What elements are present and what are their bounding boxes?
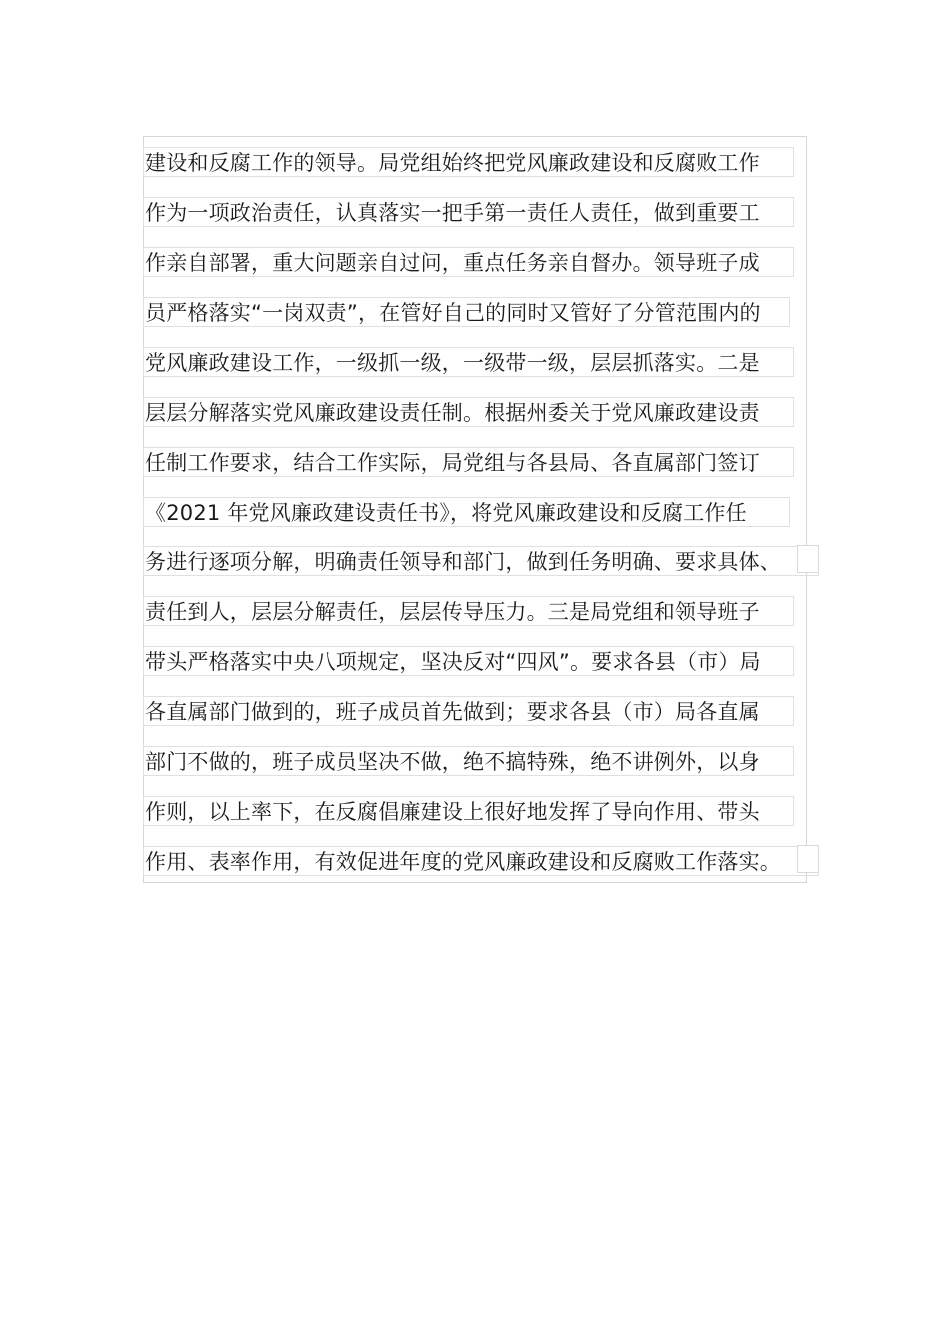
paragraph-line: 作则，以上率下，在反腐倡廉建设上很好地发挥了导向作用、带头 (143, 796, 794, 826)
paragraph-line: 党风廉政建设工作，一级抓一级，一级带一级，层层抓落实。二是 (143, 347, 794, 377)
paragraph-line: 部门不做的，班子成员坚决不做，绝不搞特殊，绝不讲例外，以身 (143, 746, 794, 776)
paragraph-line: 员严格落实“一岗双责”，在管好自己的同时又管好了分管范围内的 (143, 297, 790, 327)
paragraph-line: 各直属部门做到的，班子成员首先做到；要求各县（市）局各直属 (143, 696, 794, 726)
paragraph-line: 作亲自部署，重大问题亲自过问，重点任务亲自督办。领导班子成 (143, 247, 794, 277)
line-overflow-marker (797, 845, 819, 873)
paragraph-line: 层层分解落实党风廉政建设责任制。根据州委关于党风廉政建设责 (143, 397, 794, 427)
paragraph-line: 作用、表率作用，有效促进年度的党风廉政建设和反腐败工作落实。 (143, 846, 819, 876)
paragraph-line: 任制工作要求，结合工作实际，局党组与各县局、各直属部门签订 (143, 447, 794, 477)
paragraph-line: 务进行逐项分解，明确责任领导和部门，做到任务明确、要求具体、 (143, 546, 819, 576)
paragraph-line: 建设和反腐工作的领导。局党组始终把党风廉政建设和反腐败工作 (143, 147, 794, 177)
paragraph-line: 责任到人，层层分解责任，层层传导压力。三是局党组和领导班子 (143, 596, 794, 626)
line-overflow-marker (797, 545, 819, 573)
paragraph-line: 带头严格落实中央八项规定，坚决反对“四风”。要求各县（市）局 (143, 646, 794, 676)
paragraph-line: 作为一项政治责任，认真落实一把手第一责任人责任，做到重要工 (143, 197, 794, 227)
paragraph-line: 《2021 年党风廉政建设责任书》，将党风廉政建设和反腐工作任 (143, 497, 790, 527)
